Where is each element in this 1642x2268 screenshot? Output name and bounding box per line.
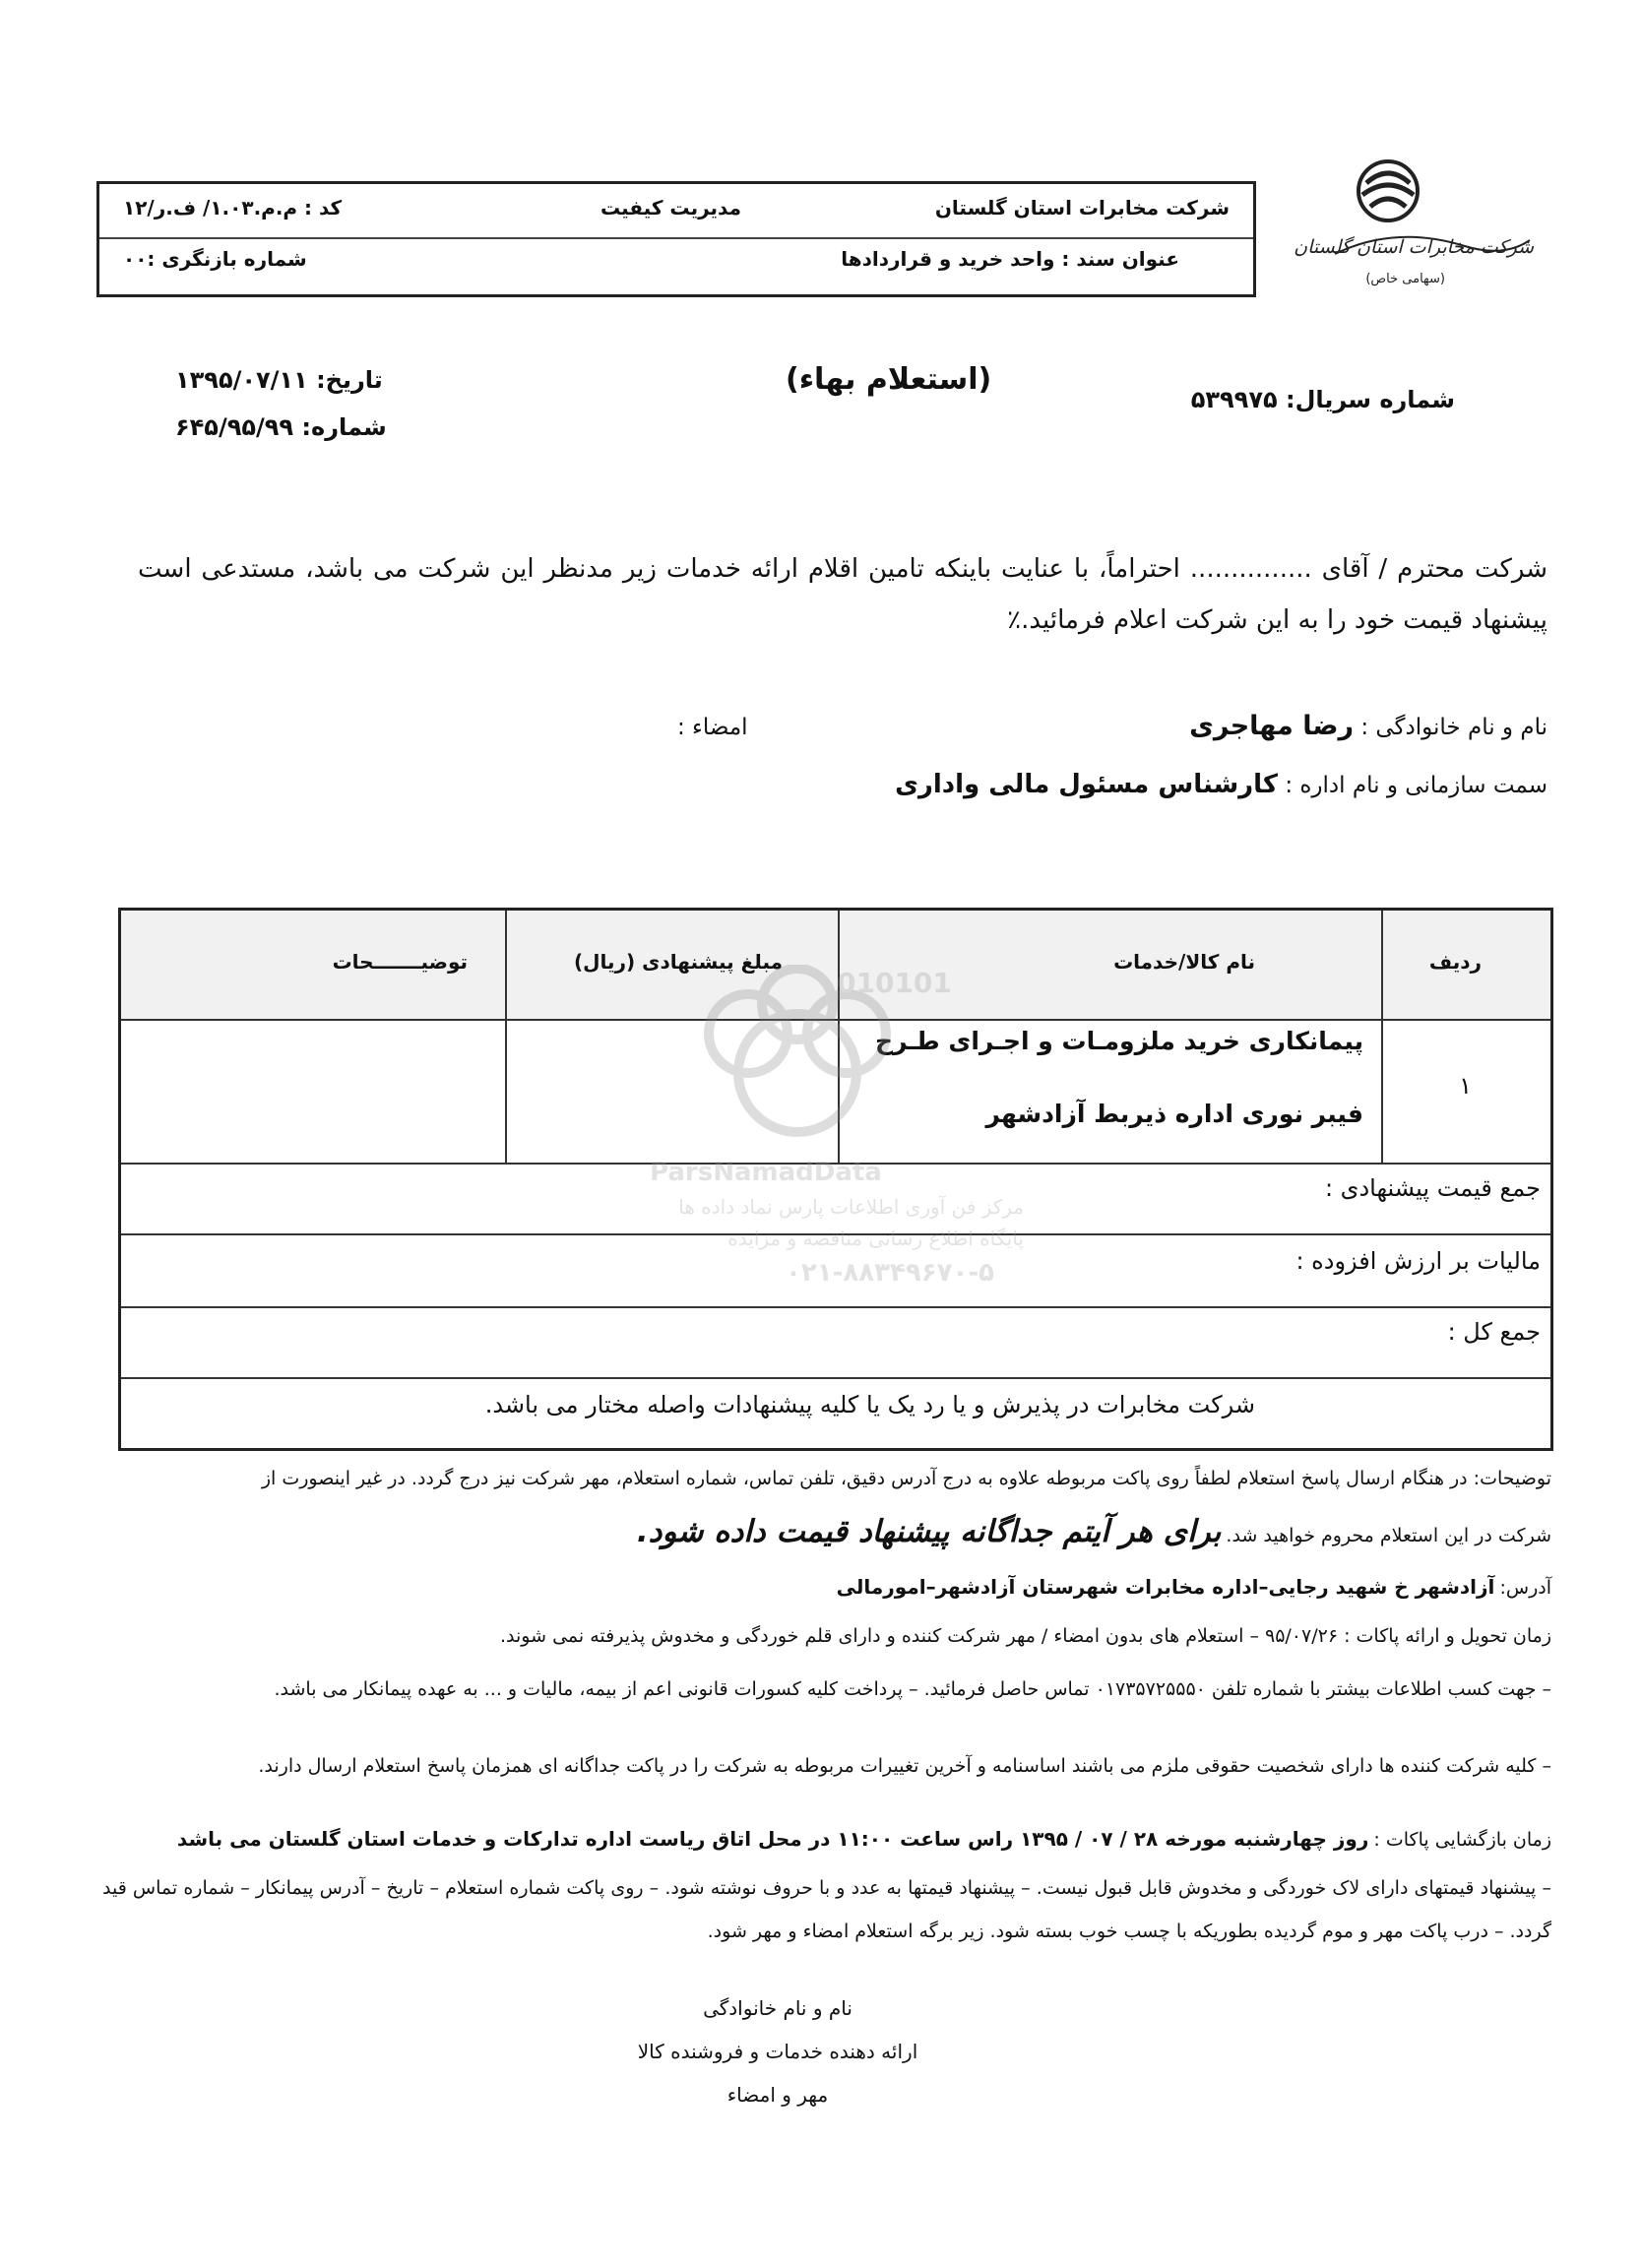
address-label: آدرس: [1499,1577,1551,1599]
signature-block [551,1986,1004,2116]
signature-seal-line: مهر و امضاء [726,2083,829,2107]
total-label: جمع کل : [1447,1318,1541,1346]
document-code: کد : م.م.۱.۰۳/ ف.ر/۱۲ [123,196,343,220]
document-title: عنوان سند : واحد خرید و قراردادها [841,247,1179,271]
name-line [1189,711,1547,741]
item-name-line1: پیمانکاری خرید ملزومـات و اجـرای طـرح [875,1027,1363,1055]
letter-date: تاریخ: ۱۳۹۵/۰۷/۱۱ [175,366,383,394]
address-value: آزادشهر خ شهید رجایی–اداره مخابرات شهرستان آزادشهر–امورمالی [836,1575,1495,1599]
opening-line [177,1827,1551,1851]
header-amount: مبلغ پیشنهادی (ریال) [574,950,783,974]
disclaimer: شرکت مخابرات در پذیرش و یا رد یک یا کلیه پیشنهادات واصله مختار می باشد. [484,1391,1255,1418]
logo-caption: شرکت مخابرات استان گلستان [1294,236,1534,258]
position-label: سمت سازمانی و نام اداره : [1285,773,1547,798]
submission-rules: – پیشنهاد قیمتهای دارای لاک خوردگی و مخدوش قابل قبول نیست. – پیشنهاد قیمتها به عدد و با حروف نوشته شود. – روی پاکت شماره استعلام – تاریخ – آدرس پیمانکار – شماره تماس قید گردد. – درب پاکت مهر و موم گردیده بطوریکه با چسب خوب بسته شود. زیر برگه استعلام امضاء و مهر شود. [102,1877,1551,1942]
watermark-binary: 010101 [837,967,952,999]
logo-subcaption: (سهامی خاص) [1365,272,1445,286]
header-table [96,181,1256,297]
legal-requirements: – کلیه شرکت کننده ها دارای شخصیت حقوقی ملزم می باشند اساسنامه و آخرین تغییرات مربوطه به شرکت را در پاکت جداگانه ای همزمان پاسخ استعلام ارسال دارند. [258,1755,1551,1777]
item-name-line2: فیبر نوری اداره ذیربط آزادشهر [985,1100,1363,1128]
department-name: مدیریت کیفیت [600,196,741,220]
column-divider [505,911,507,1163]
serial-number: شماره سریال: ۵۳۹۹۷۵ [1190,386,1455,413]
document-heading: (استعلام بهاء) [786,362,992,397]
watermark [630,965,1043,1299]
company-name: شرکت مخابرات استان گلستان [934,196,1230,220]
watermark-brand: ParsNamadData [650,1158,882,1187]
vat-label: مالیات بر ارزش افزوده : [1295,1247,1541,1275]
column-divider [1381,911,1383,1163]
signature-name-line: نام و نام خانوادگی [703,1996,853,2020]
row-number: ۱ [1459,1072,1472,1100]
header-notes: توضیـــــــحات [332,950,468,974]
row-divider [121,1377,1550,1379]
position-line [895,770,1547,799]
revision-number: شماره بازنگری :۰۰ [123,247,307,271]
delivery-time: زمان تحویل و ارائه پاکات : ۹۵/۰۷/۲۶ – استعلام های بدون امضاء / مهر شرکت کننده و دارای قلم خوردگی و مخدوش پذیرفته نمی شوند. [500,1625,1551,1647]
person-name: رضا مهاجری [1189,711,1355,741]
signature-label: امضاء : [677,715,748,740]
address-line [837,1575,1551,1599]
row-divider [121,1306,1550,1308]
notes-intro: توضیحات: در هنگام ارسال پاسخ استعلام لطفاً روی پاکت مربوطه علاوه به درج آدرس دقیق، تلفن تماس، شماره استعلام، مهر شرکت نیز درج گردد. در غیر اینصورت از [261,1468,1551,1489]
watermark-line1: مرکز فن آوری اطلاعات پارس نماد داده ها [678,1195,1024,1219]
header-divider [99,237,1253,239]
opening-value: روز چهارشنبه مورخه ۲۸ / ۰۷ / ۱۳۹۵ راس ساعت ۱۱:۰۰ در محل اتاق ریاست اداره تدارکات و خدمات استان گلستان می باشد [176,1827,1369,1851]
intro-paragraph: شرکت محترم / آقای ............... احتراماً، با عنایت باینکه تامین اقلام ارائه خدمات زیر مدنظر این شرکت می باشد، مستدعی است پیشنهاد قیمت خود را به این شرکت اعلام فرمائید.٪ [138,554,1547,635]
signature-provider-line: ارائه دهنده خدمات و فروشنده کالا [637,2040,918,2063]
header-item-name: نام کالا/خدمات [1113,950,1255,974]
sum-label: جمع قیمت پیشنهادی : [1324,1174,1541,1202]
watermark-line2: پایگاه اطلاع رسانی مناقصه و مزایده [727,1227,1024,1250]
notes-emphasis-line [637,1514,1551,1549]
notes-emphasis: برای هر آیتم جداگانه پیشنهاد قیمت داده شود. [636,1514,1222,1549]
name-label: نام و نام خانوادگی : [1360,715,1547,740]
position-value: کارشناس مسئول مالی واداری [895,770,1278,799]
contact-info: – جهت کسب اطلاعات بیشتر با شماره تلفن ۰۱۷۳۵۷۲۵۵۵۰ تماس حاصل فرمائید. – پرداخت کلیه کسورات قانونی اعم از بیمه، مالیات و ... به عهده پیمانکار می باشد. [274,1678,1551,1700]
header-row-number: ردیف [1428,950,1482,974]
watermark-phone: ۰۲۱-۸۸۳۴۹۶۷۰-۵ [785,1258,994,1288]
notes-intro-end: شرکت در این استعلام محروم خواهید شد. [1226,1525,1551,1546]
company-logo [1294,156,1544,303]
letter-number: شماره: ۶۴۵/۹۵/۹۹ [175,413,387,441]
opening-label: زمان بازگشایی پاکات : [1373,1829,1551,1851]
